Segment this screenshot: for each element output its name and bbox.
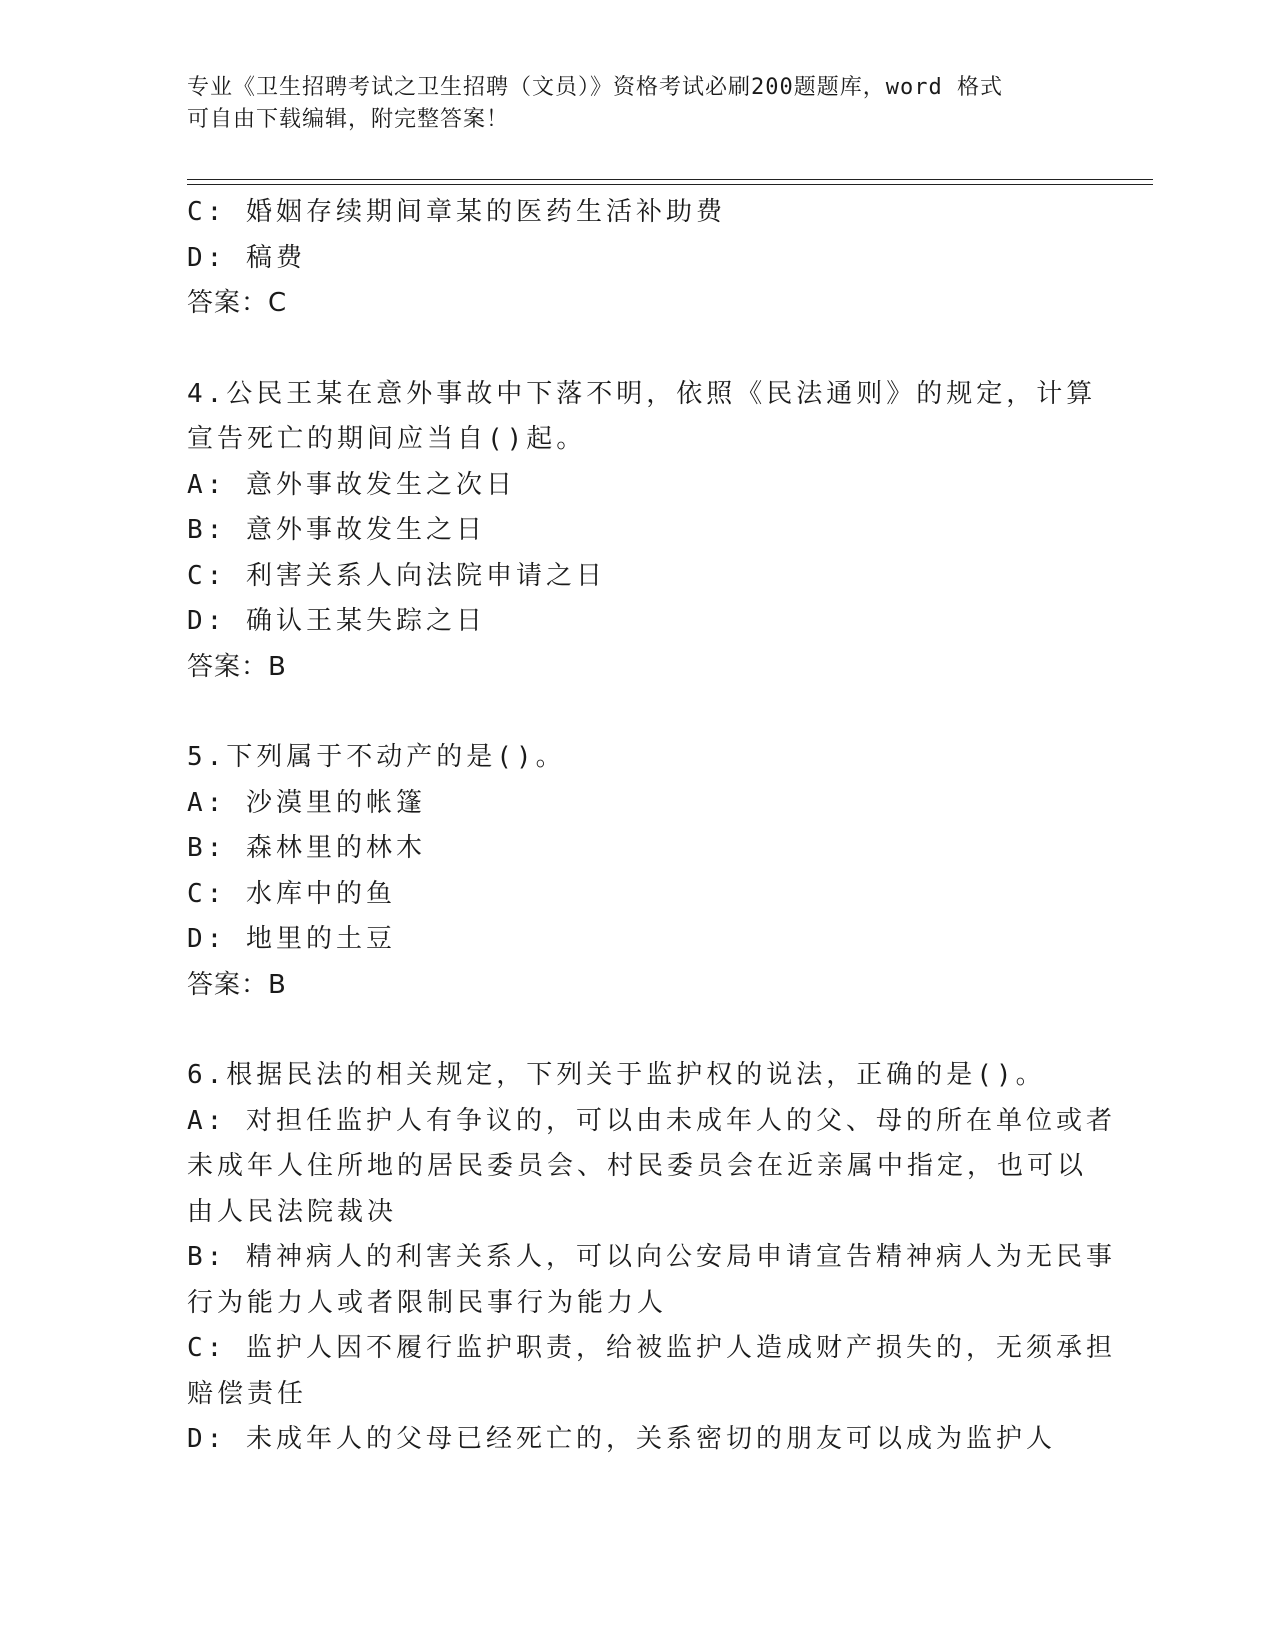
question-content (187, 190, 1116, 1463)
question-6 (187, 1053, 1116, 1463)
q6-option-b-line-1: B: 精神病人的利害关系人，可以向公安局申请宣告精神病人为无民事 (187, 1242, 1116, 1272)
q3-option-c: C: 婚姻存续期间章某的医药生活补助费 (187, 197, 726, 227)
q6-option-a-line-2: 未成年人住所地的居民委员会、村民委员会在近亲属中指定，也可以 (187, 1151, 1088, 1181)
spacer (187, 327, 1087, 372)
q6-stem: 6.根据民法的相关规定，下列关于监护权的说法，正确的是()。 (187, 1060, 1046, 1090)
q5-option-c: C: 水库中的鱼 (187, 878, 396, 909)
question-5 (187, 735, 1087, 1008)
header-divider-top (187, 179, 1153, 180)
q5-option-b: B: 森林里的林木 (187, 833, 426, 863)
header-title-line-1: 专业《卫生招聘考试之卫生招聘（文员）》资格考试必刷200题题库，word 格式 (187, 75, 1003, 100)
q4-option-c: C: 利害关系人向法院申请之日 (187, 560, 606, 591)
q6-option-a-line-3: 由人民法院裁决 (187, 1196, 398, 1227)
header-title-line-2: 可自由下载编辑，附完整答案！ (187, 107, 510, 132)
q3-option-d: D: 稿费 (187, 242, 306, 273)
q4-option-b: B: 意外事故发生之日 (187, 515, 486, 545)
q5-option-d: D: 地里的土豆 (187, 924, 396, 954)
q6-option-b-line-2: 行为能力人或者限制民事行为能力人 (187, 1287, 668, 1318)
spacer (187, 690, 1087, 735)
q5-option-a: A: 沙漠里的帐篷 (187, 787, 426, 818)
q4-answer: 答案：B (187, 651, 287, 682)
q6-option-d: D: 未成年人的父母已经死亡的，关系密切的朋友可以成为监护人 (187, 1424, 1056, 1454)
q4-option-d: D: 确认王某失踪之日 (187, 606, 486, 636)
question-4 (187, 372, 1097, 691)
q5-answer: 答案：B (187, 969, 287, 1000)
q4-stem-line-1: 4.公民王某在意外事故中下落不明，依照《民法通则》的规定，计算 (187, 378, 1097, 409)
q6-option-c-line-1: C: 监护人因不履行监护职责，给被监护人造成财产损失的，无须承担 (187, 1333, 1116, 1363)
q3-answer: 答案：C (187, 288, 288, 318)
spacer (187, 1008, 1087, 1053)
header-divider-bottom (187, 184, 1153, 185)
q5-stem: 5.下列属于不动产的是()。 (187, 742, 566, 772)
q4-stem-line-2: 宣告死亡的期间应当自()起。 (187, 424, 587, 454)
q6-option-c-line-2: 赔偿责任 (187, 1378, 308, 1409)
q4-option-a: A: 意外事故发生之次日 (187, 469, 516, 500)
document-header (187, 72, 1067, 136)
question-3 (187, 190, 1087, 327)
q6-option-a-line-1: A: 对担任监护人有争议的，可以由未成年人的父、母的所在单位或者 (187, 1105, 1116, 1136)
